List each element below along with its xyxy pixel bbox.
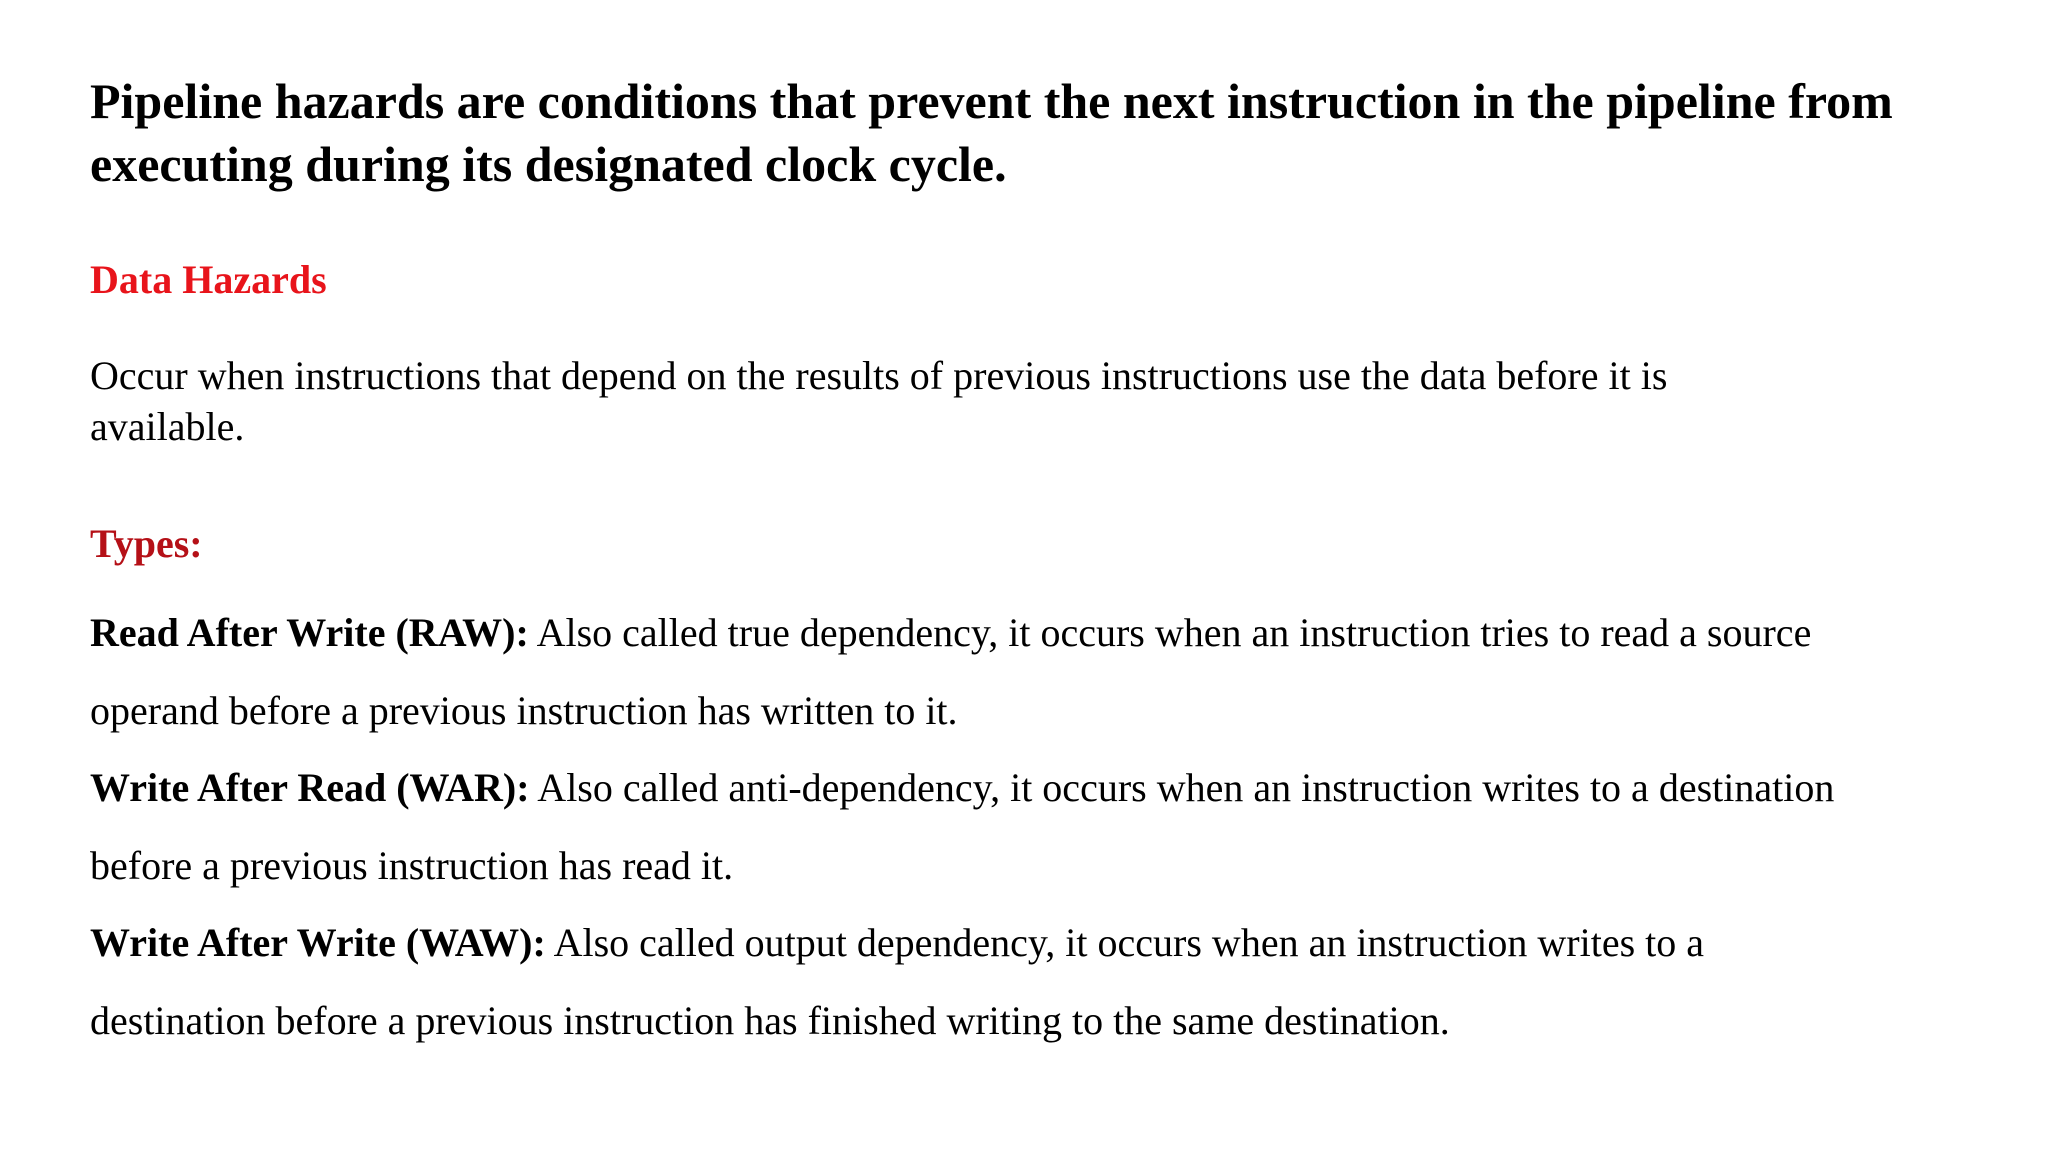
types-list bbox=[90, 594, 1834, 1059]
type-term-raw: Read After Write (RAW): bbox=[90, 610, 529, 655]
type-desc-raw-line-1: Also called true dependency, it occurs when an instruction tries to read a source bbox=[528, 610, 1812, 655]
type-item-war bbox=[90, 749, 1834, 904]
section-title: Data Hazards bbox=[90, 257, 327, 302]
types-title: Types: bbox=[90, 521, 203, 566]
slide bbox=[90, 70, 2010, 1043]
type-item-waw bbox=[90, 904, 1834, 1059]
type-desc-war-line-2: before a previous instruction has read it. bbox=[90, 842, 734, 888]
intro-line-2: available. bbox=[90, 404, 245, 449]
headline bbox=[90, 70, 2010, 196]
type-desc-waw-line-2: destination before a previous instruction has finished writing to the same destination. bbox=[90, 997, 1450, 1043]
type-desc-raw-line-2: operand before a previous instruction has written to it. bbox=[90, 687, 958, 733]
type-item-raw bbox=[90, 594, 1834, 749]
section-intro bbox=[90, 350, 1667, 452]
type-desc-war-line-1: Also called anti-dependency, it occurs when an instruction writes to a destination bbox=[529, 765, 1835, 810]
headline-line-2: executing during its designated clock cycle. bbox=[90, 136, 1007, 192]
type-desc-waw-line-1: Also called output dependency, it occurs when an instruction writes to a bbox=[545, 920, 1705, 965]
type-term-war: Write After Read (WAR): bbox=[90, 765, 530, 810]
type-term-waw: Write After Write (WAW): bbox=[90, 920, 546, 965]
intro-line-1: Occur when instructions that depend on the results of previous instructions use the data before it is bbox=[90, 353, 1668, 398]
headline-line-1: Pipeline hazards are conditions that prevent the next instruction in the pipeline from bbox=[90, 73, 1893, 129]
